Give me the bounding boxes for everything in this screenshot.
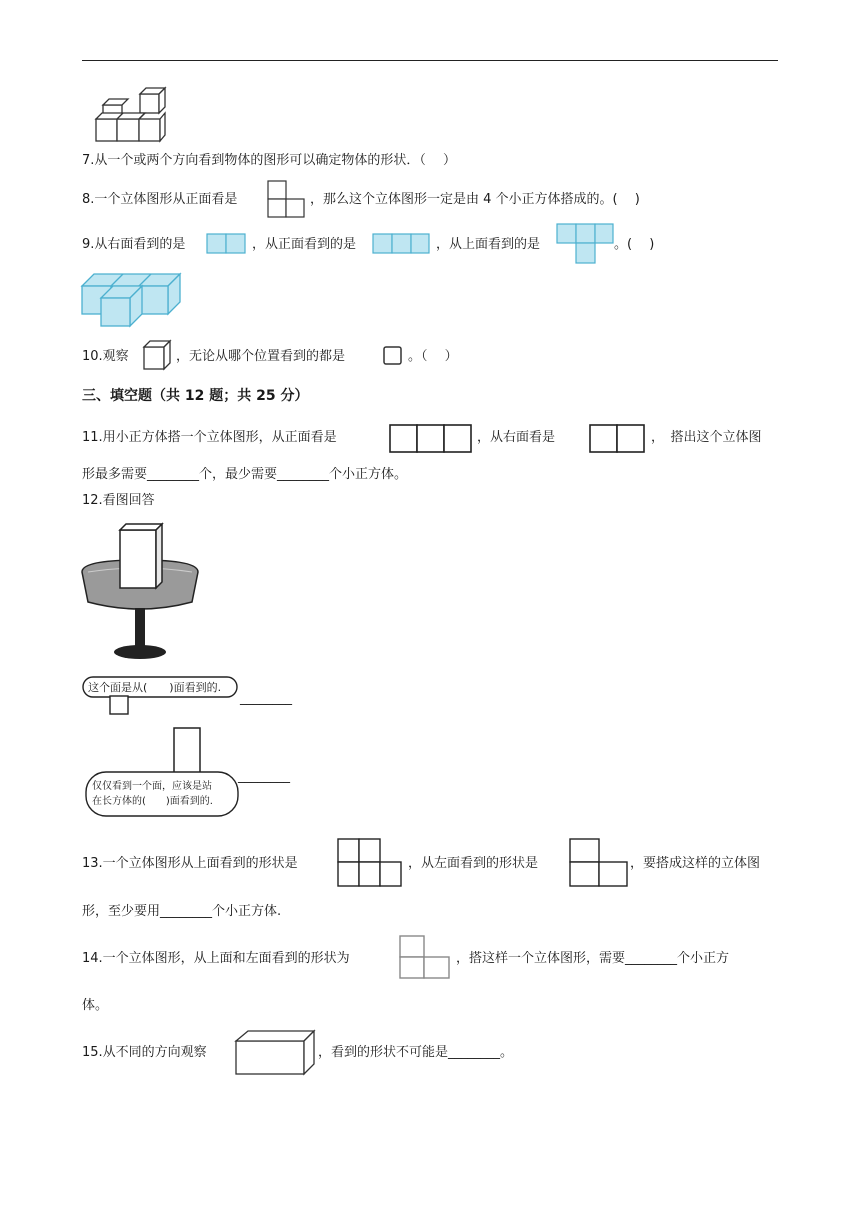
q10-cube-icon <box>142 339 172 371</box>
q12-table-with-box-figure <box>80 522 200 664</box>
q12-bubble-2-line2: 在长方体的( )面看到的. <box>92 796 213 807</box>
question-15-part1: 15.从不同的方向观察 <box>82 1045 207 1060</box>
question-13-part1: 13.一个立体图形从上面看到的形状是 <box>82 856 298 871</box>
question-8-after: ，那么这个立体图形一定是由 4 个小正方体搭成的。( ) <box>310 192 640 207</box>
q9-top-view-icon <box>556 223 614 265</box>
question-9-part2: ，从正面看到的是 <box>252 237 357 252</box>
q11-front-view-icon <box>389 424 473 454</box>
q12-answer-blank-2[interactable]: ________ <box>238 769 290 784</box>
q9-right-view-icon <box>206 233 246 255</box>
question-13-part3: ，要搭成这样的立体图 <box>630 856 761 871</box>
question-15-part2: ，看到的形状不可能是________。 <box>318 1045 514 1060</box>
q8-front-view-icon <box>267 180 305 218</box>
question-14-part2: ，搭这样一个立体图形，需要________个小正方 <box>456 951 730 966</box>
q9-front-view-icon <box>372 233 430 255</box>
question-13-part2: ，从左面看到的形状是 <box>408 856 539 871</box>
q12-bubble-2-line1: 仅仅看到一个面，应该是站 <box>92 781 212 792</box>
q12-bubble-1-text: 这个面是从( )面看到的. <box>88 681 222 694</box>
question-11-part3: ， 搭出这个立体图 <box>651 430 762 445</box>
q9-blue-cubes-figure <box>80 272 184 330</box>
q12-answer-blank-1[interactable]: ________ <box>240 691 292 706</box>
q13-left-view-icon <box>569 838 629 888</box>
q15-cuboid-icon <box>234 1029 318 1077</box>
question-9-part4: 。( ) <box>614 237 655 252</box>
q11-right-view-icon <box>589 424 645 454</box>
question-13-line2: 形，至少要用________个小正方体. <box>82 904 282 919</box>
question-11-part1: 11.用小正方体搭一个立体图形，从正面看是 <box>82 430 337 445</box>
question-7: 7.从一个或两个方向看到物体的图形可以确定物体的形状．（ ） <box>82 153 457 168</box>
question-14-part1: 14.一个立体图形，从上面和左面看到的形状为 <box>82 951 350 966</box>
question-8-before: 8.一个立体图形从正面看是 <box>82 192 238 207</box>
q10-square-icon <box>382 345 404 367</box>
question-11-part2: ，从右面看是 <box>477 430 556 445</box>
section-3-heading: 三、填空题（共 12 题；共 25 分） <box>82 388 309 404</box>
header-rule <box>82 60 778 61</box>
question-11-line2: 形最多需要________个，最少需要________个小正方体。 <box>82 467 408 482</box>
question-10-after: 。（ ） <box>408 349 458 364</box>
cube-stack-figure <box>90 85 170 145</box>
q14-view-icon <box>398 934 452 980</box>
question-9-part3: ，从上面看到的是 <box>436 237 541 252</box>
question-9-part1: 9.从右面看到的是 <box>82 237 186 252</box>
question-12: 12.看图回答 <box>82 493 155 508</box>
q13-top-view-icon <box>337 838 403 888</box>
question-10-middle: ，无论从哪个位置看到的都是 <box>176 349 346 364</box>
question-14-line2: 体。 <box>82 998 109 1013</box>
question-10-before: 10.观察 <box>82 349 129 364</box>
